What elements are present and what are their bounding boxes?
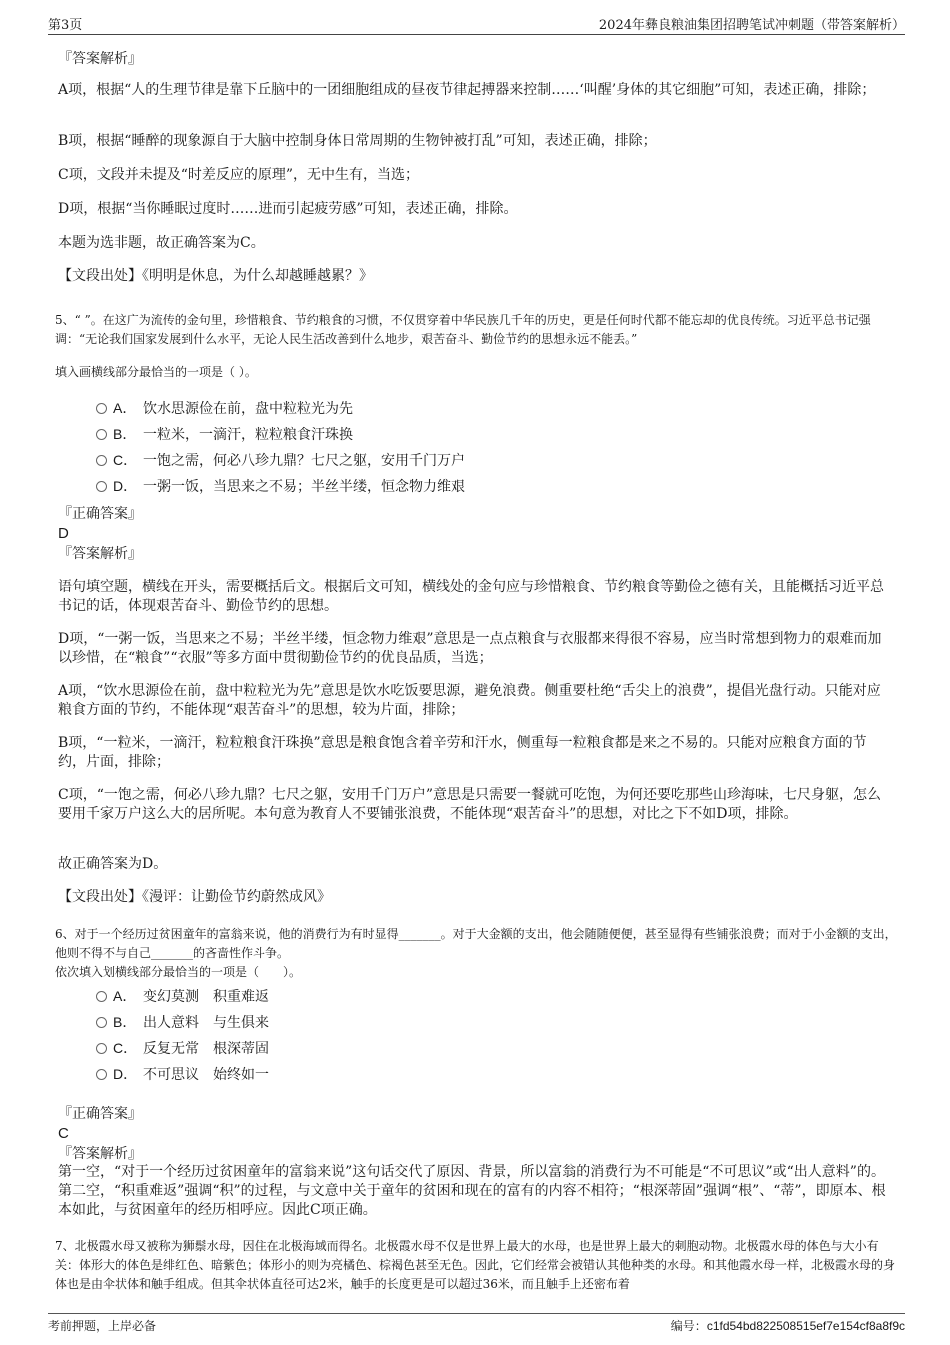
q4-analysis-label: 『答案解析』 <box>58 51 142 67</box>
page-header <box>48 14 905 35</box>
q5-analysis-label: 『答案解析』 <box>58 546 142 562</box>
footer-code: 编号：c1fd54bd822508515ef7e154cf8a8f9c <box>670 1319 905 1333</box>
q5-option-c[interactable]: C． 一饱之需，何必八珍九鼎？七尺之躯，安用千门万户 <box>96 450 465 471</box>
q6-option-c[interactable]: C． 反复无常 根深蒂固 <box>96 1038 269 1059</box>
radio-icon[interactable] <box>96 429 107 440</box>
q5-analysis-para: A项，“饮水思源俭在前，盘中粒粒光为先”意思是饮水吃饭要思源，避免浪费。侧重要杜绝“舌尖上的浪费”，提倡光盘行动。只能对应粮食方面的节约，不能体现“艰苦奋斗”的思想，较为片面，排除； <box>58 683 881 718</box>
radio-icon[interactable] <box>96 991 107 1002</box>
footer-slogan: 考前押题，上岸必备 <box>48 1319 157 1333</box>
q5-analysis-para: D项，“一粥一饭，当思来之不易；半丝半缕，恒念物力维艰”意思是一点点粮食与衣服都来得很不容易，应当时常想到物力的艰难而加以珍惜，在“粮食”“衣服”等多方面中贯彻勤俭节约的优良品质，当选； <box>58 631 882 666</box>
q6-option-d[interactable]: D． 不可思议 始终如一 <box>96 1064 269 1085</box>
q4-source: 【文段出处】《明明是休息，为什么却越睡越累？》 <box>58 268 373 284</box>
q5-option-d[interactable]: D． 一粥一饭，当思来之不易；半丝半缕，恒念物力维艰 <box>96 476 465 497</box>
q6-analysis-label: 『答案解析』 <box>58 1146 142 1162</box>
radio-icon[interactable] <box>96 403 107 414</box>
q4-analysis-c: C项，文段并未提及“时差反应的原理”，无中生有，当选； <box>58 167 420 183</box>
q5-analysis-para: C项，“一饱之需，何必八珍九鼎？七尺之躯，安用千门万户”意思是只需要一餐就可吃饱，为何还要吃那些山珍海味，七尺身躯，怎么要用千家万户这么大的居所呢。本句意为教育人不要铺张浪费，不能体现“艰苦奋斗”的思想，对比之下不如D项，排除。 <box>58 787 882 822</box>
radio-icon[interactable] <box>96 481 107 492</box>
q5-correct-answer: D <box>58 525 69 542</box>
q4-analysis-a: A项，根据“人的生理节律是靠下丘脑中的一团细胞组成的昼夜节律起搏器来控制……‘叫醒’身体的其它细胞”可知，表述正确，排除； <box>58 82 876 98</box>
q5-correct-label: 『正确答案』 <box>58 506 142 522</box>
q5-source: 【文段出处】《漫评：让勤俭节约蔚然成风》 <box>58 889 331 905</box>
q4-conclusion: 本题为选非题，故正确答案为C。 <box>58 235 265 251</box>
q6-option-a[interactable]: A． 变幻莫测 积重难返 <box>96 986 269 1007</box>
q6-correct-answer: C <box>58 1125 69 1142</box>
q5-analysis-para: B项，“一粒米，一滴汗，粒粒粮食汗珠换”意思是粮食饱含着辛劳和汗水，侧重每一粒粮食都是来之不易的。只能对应粮食方面的节约，片面，排除； <box>58 735 867 770</box>
document-title: 2024年彝良粮油集团招聘笔试冲刺题（带答案解析） <box>598 18 905 33</box>
q6-prompt: 依次填入划横线部分最恰当的一项是（ ）。 <box>55 965 302 979</box>
page-number: 第3页 <box>48 18 83 33</box>
radio-icon[interactable] <box>96 1043 107 1054</box>
q5-conclusion: 故正确答案为D。 <box>58 856 168 872</box>
q6-analysis: 第一空，“对于一个经历过贫困童年的富翁来说”这句话交代了原因、背景，所以富翁的消费行为不可能是“不可思议”或“出人意料”的。第二空，“积重难返”强调“积”的过程，与文意中关于童年的贫困和现在的富有的内容不相符；“根深蒂固”强调“根”、“蒂”，即原本、根本如此，与贫困童年的经历相呼应。因此C项正确。 <box>58 1164 886 1218</box>
radio-icon[interactable] <box>96 1017 107 1028</box>
q5-option-a[interactable]: A． 饮水思源俭在前，盘中粒粒光为先 <box>96 398 353 419</box>
q5-stem: 5、“ ”。在这广为流传的金句里，珍惜粮食、节约粮食的习惯，不仅贯穿着中华民族几千年的历史，更是任何时代都不能忘却的优良传统。习近平总书记强调：“无论我们国家发展到什么水平，无论人民生活改善到什么地步，艰苦奋斗、勤俭节约的思想永远不能丢。” <box>55 313 871 346</box>
q6-stem: 6、对于一个经历过贫困童年的富翁来说，他的消费行为有时显得_______。对于大金额的支出，他会随随便便，甚至显得有些铺张浪费；而对于小金额的支出，他则不得不与自己_______的吝啬性作斗争。 <box>55 927 897 960</box>
q7-stem: 7、北极霞水母又被称为狮鬃水母，因住在北极海域而得名。北极霞水母不仅是世界上最大的水母，也是世界上最大的刺胞动物。北极霞水母的体色与大小有关：体形大的体色是绯红色、暗紫色；体形小的则为亮橘色、棕褐色甚至无色。因此，它们经常会被错认其他种类的水母。和其他霞水母一样，北极霞水母的身体也是由伞状体和触手组成。但其伞状体直径可达2米，触手的长度更是可以超过36米，而且触手上还密布着 <box>55 1239 896 1291</box>
radio-icon[interactable] <box>96 1069 107 1080</box>
page-footer <box>48 1313 905 1334</box>
q5-analysis-para: 语句填空题，横线在开头，需要概括后文。根据后文可知，横线处的金句应与珍惜粮食、节约粮食等勤俭之德有关，且能概括习近平总书记的话，体现艰苦奋斗、勤俭节约的思想。 <box>58 579 884 614</box>
q4-analysis-b: B项，根据“睡醉的现象源自于大脑中控制身体日常周期的生物钟被打乱”可知，表述正确，排除； <box>58 133 657 149</box>
radio-icon[interactable] <box>96 455 107 466</box>
q5-option-b[interactable]: B． 一粒米，一滴汗，粒粒粮食汗珠换 <box>96 424 353 445</box>
q6-correct-label: 『正确答案』 <box>58 1106 142 1122</box>
q5-prompt: 填入画横线部分最恰当的一项是（ ）。 <box>55 365 257 379</box>
q6-option-b[interactable]: B． 出人意料 与生俱来 <box>96 1012 269 1033</box>
q4-analysis-d: D项，根据“当你睡眠过度时……进而引起疲劳感”可知，表述正确，排除。 <box>58 201 518 217</box>
